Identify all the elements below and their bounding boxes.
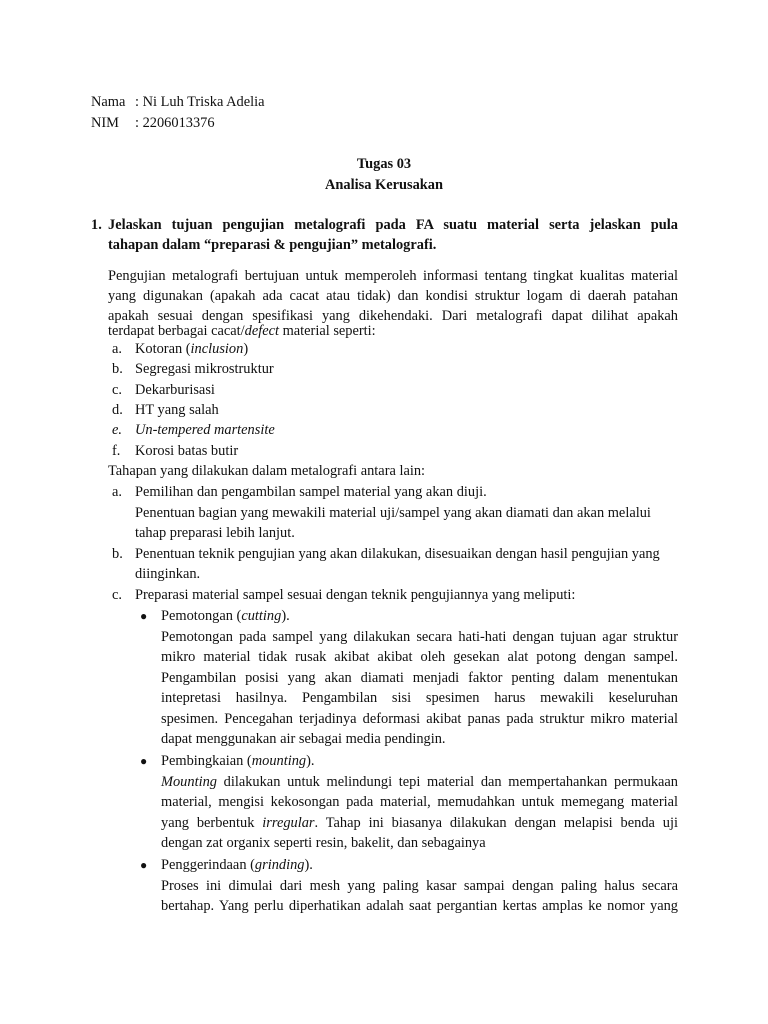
cutting-heading-b: ). xyxy=(281,608,290,624)
defect-e-text xyxy=(135,420,275,440)
defect-a-label: Kotoran ( xyxy=(135,341,191,357)
mounting-line1-italic: Mounting xyxy=(161,774,217,790)
defect-a-end: ) xyxy=(243,341,249,357)
defect-c-text: Dekarburisasi xyxy=(135,382,215,398)
intro-line2: yang digunakan (apakah ada cacat atau tidak) dan kondisi struktur logam di daerah patahan xyxy=(108,288,678,304)
mounting-line3-a: yang berbentuk xyxy=(161,815,263,831)
mounting-line2: material, mengisi kekosongan pada material, memudahkan untuk memegang material xyxy=(161,794,678,810)
cutting-line2: mikro material tidak rusak akibat akibat oleh gesekan alat potong dengan sampel. xyxy=(161,649,678,665)
title-line2: Analisa Kerusakan xyxy=(325,177,443,193)
mounting-heading-italic: mounting xyxy=(251,753,307,769)
stage-b-line1: Penentuan teknik pengujian yang akan dilakukan, disesuaikan dengan hasil pengujian yang xyxy=(135,546,660,562)
mounting-line1-text: dilakukan untuk melindungi tepi material dan mempertahankan permukaan xyxy=(216,774,678,790)
defect-c-index: c. xyxy=(112,382,122,398)
defect-e-index-text: e. xyxy=(112,422,122,438)
defect-e-index xyxy=(112,420,122,440)
nama-label: Nama xyxy=(91,94,126,110)
stages-intro: Tahapan yang dilakukan dalam metalografi antara lain: xyxy=(108,463,426,479)
mounting-line3-italic: irregular xyxy=(262,815,315,831)
defect-e-italic: Un-tempered martensite xyxy=(135,422,275,438)
cutting-line1: Pemotongan pada sampel yang dilakukan secara hati-hati dengan tujuan agar struktur xyxy=(161,629,678,645)
nama-value: : Ni Luh Triska Adelia xyxy=(135,94,265,110)
bullet-icon: ● xyxy=(140,858,148,872)
intro-line4-b: material seperti: xyxy=(278,323,376,339)
grinding-heading-b: ). xyxy=(304,857,313,873)
grinding-line2: bertahap. Yang perlu diperhatikan adalah saat pergantian kertas amplas ke nomor yang xyxy=(161,898,678,914)
bullet-icon: ● xyxy=(140,609,148,623)
stage-a-line1: Pemilihan dan pengambilan sampel material yang akan diuji. xyxy=(135,484,487,500)
intro-line4 xyxy=(108,321,376,341)
nim-value: : 2206013376 xyxy=(135,115,215,131)
defect-a-text xyxy=(135,339,248,359)
cutting-line4: intepretasi hasilnya. Pengambilan sisi spesimen harus mewakili keseluruhan xyxy=(161,690,678,706)
bullet-icon: ● xyxy=(140,754,148,768)
intro-line3: apakah sesuai dengan spesifikasi yang dikehendaki. Dari metalografi dapat dilihat apakah xyxy=(108,308,678,324)
defect-b-text: Segregasi mikrostruktur xyxy=(135,361,274,377)
grinding-heading-a: Penggerindaan ( xyxy=(161,857,255,873)
stage-a-index: a. xyxy=(112,484,122,500)
cutting-line5: spesimen. Pencegahan terjadinya deformasi akibat panas pada struktur mikro material xyxy=(161,711,678,727)
cutting-heading-a: Pemotongan ( xyxy=(161,608,242,624)
question-line2: tahapan dalam “preparasi & pengujian” metalografi. xyxy=(108,237,437,253)
question-line1: Jelaskan tujuan pengujian metalografi pada FA suatu material serta jelaskan pula xyxy=(108,217,678,233)
stage-a-line3: tahap preparasi lebih lanjut. xyxy=(135,525,295,541)
intro-line1: Pengujian metalografi bertujuan untuk memperoleh informasi tentang tingkat kualitas material xyxy=(108,268,678,284)
defect-a-index: a. xyxy=(112,341,122,357)
mounting-line3 xyxy=(161,813,678,833)
cutting-line3: Pengambilan posisi yang akan diamati menjadi faktor penting dalam menentukan xyxy=(161,670,678,686)
mounting-heading xyxy=(161,751,315,771)
mounting-heading-b: ). xyxy=(306,753,315,769)
nim-label: NIM xyxy=(91,115,119,131)
grinding-line1: Proses ini dimulai dari mesh yang paling kasar sampai dengan paling halus secara xyxy=(161,878,678,894)
title-line1: Tugas 03 xyxy=(356,156,412,172)
stage-b-index: b. xyxy=(112,546,123,562)
mounting-heading-a: Pembingkaian ( xyxy=(161,753,252,769)
defect-a-italic: inclusion xyxy=(190,341,244,357)
defect-f-index: f. xyxy=(112,443,121,459)
intro-line4-a: terdapat berbagai cacat/ xyxy=(108,323,245,339)
stage-a-line2: Penentuan bagian yang mewakili material uji/sampel yang akan diamati dan akan melalui xyxy=(135,505,651,521)
question-number: 1. xyxy=(91,217,102,233)
defect-d-index: d. xyxy=(112,402,123,418)
grinding-heading-italic: grinding xyxy=(254,857,305,873)
defect-f-text: Korosi batas butir xyxy=(135,443,239,459)
mounting-line1 xyxy=(161,772,678,792)
cutting-line6: dapat menggunakan air sebagai media pendingin. xyxy=(161,731,446,747)
stage-c-line1: Preparasi material sampel sesuai dengan teknik pengujiannya yang meliputi: xyxy=(135,587,576,603)
grinding-heading xyxy=(161,855,313,875)
stage-b-line2: diinginkan. xyxy=(135,566,201,582)
stage-c-index: c. xyxy=(112,587,122,603)
cutting-heading xyxy=(161,606,290,626)
defect-d-text: HT yang salah xyxy=(135,402,219,418)
mounting-line3-b: . Tahap ini biasanya dilakukan dengan melapisi benda uji xyxy=(314,815,678,831)
defect-b-index: b. xyxy=(112,361,123,377)
cutting-heading-italic: cutting xyxy=(241,608,282,624)
intro-line4-italic: defect xyxy=(244,323,279,339)
mounting-line4: dengan zat organix seperti resin, bakelit, dan sebagainya xyxy=(161,835,486,851)
